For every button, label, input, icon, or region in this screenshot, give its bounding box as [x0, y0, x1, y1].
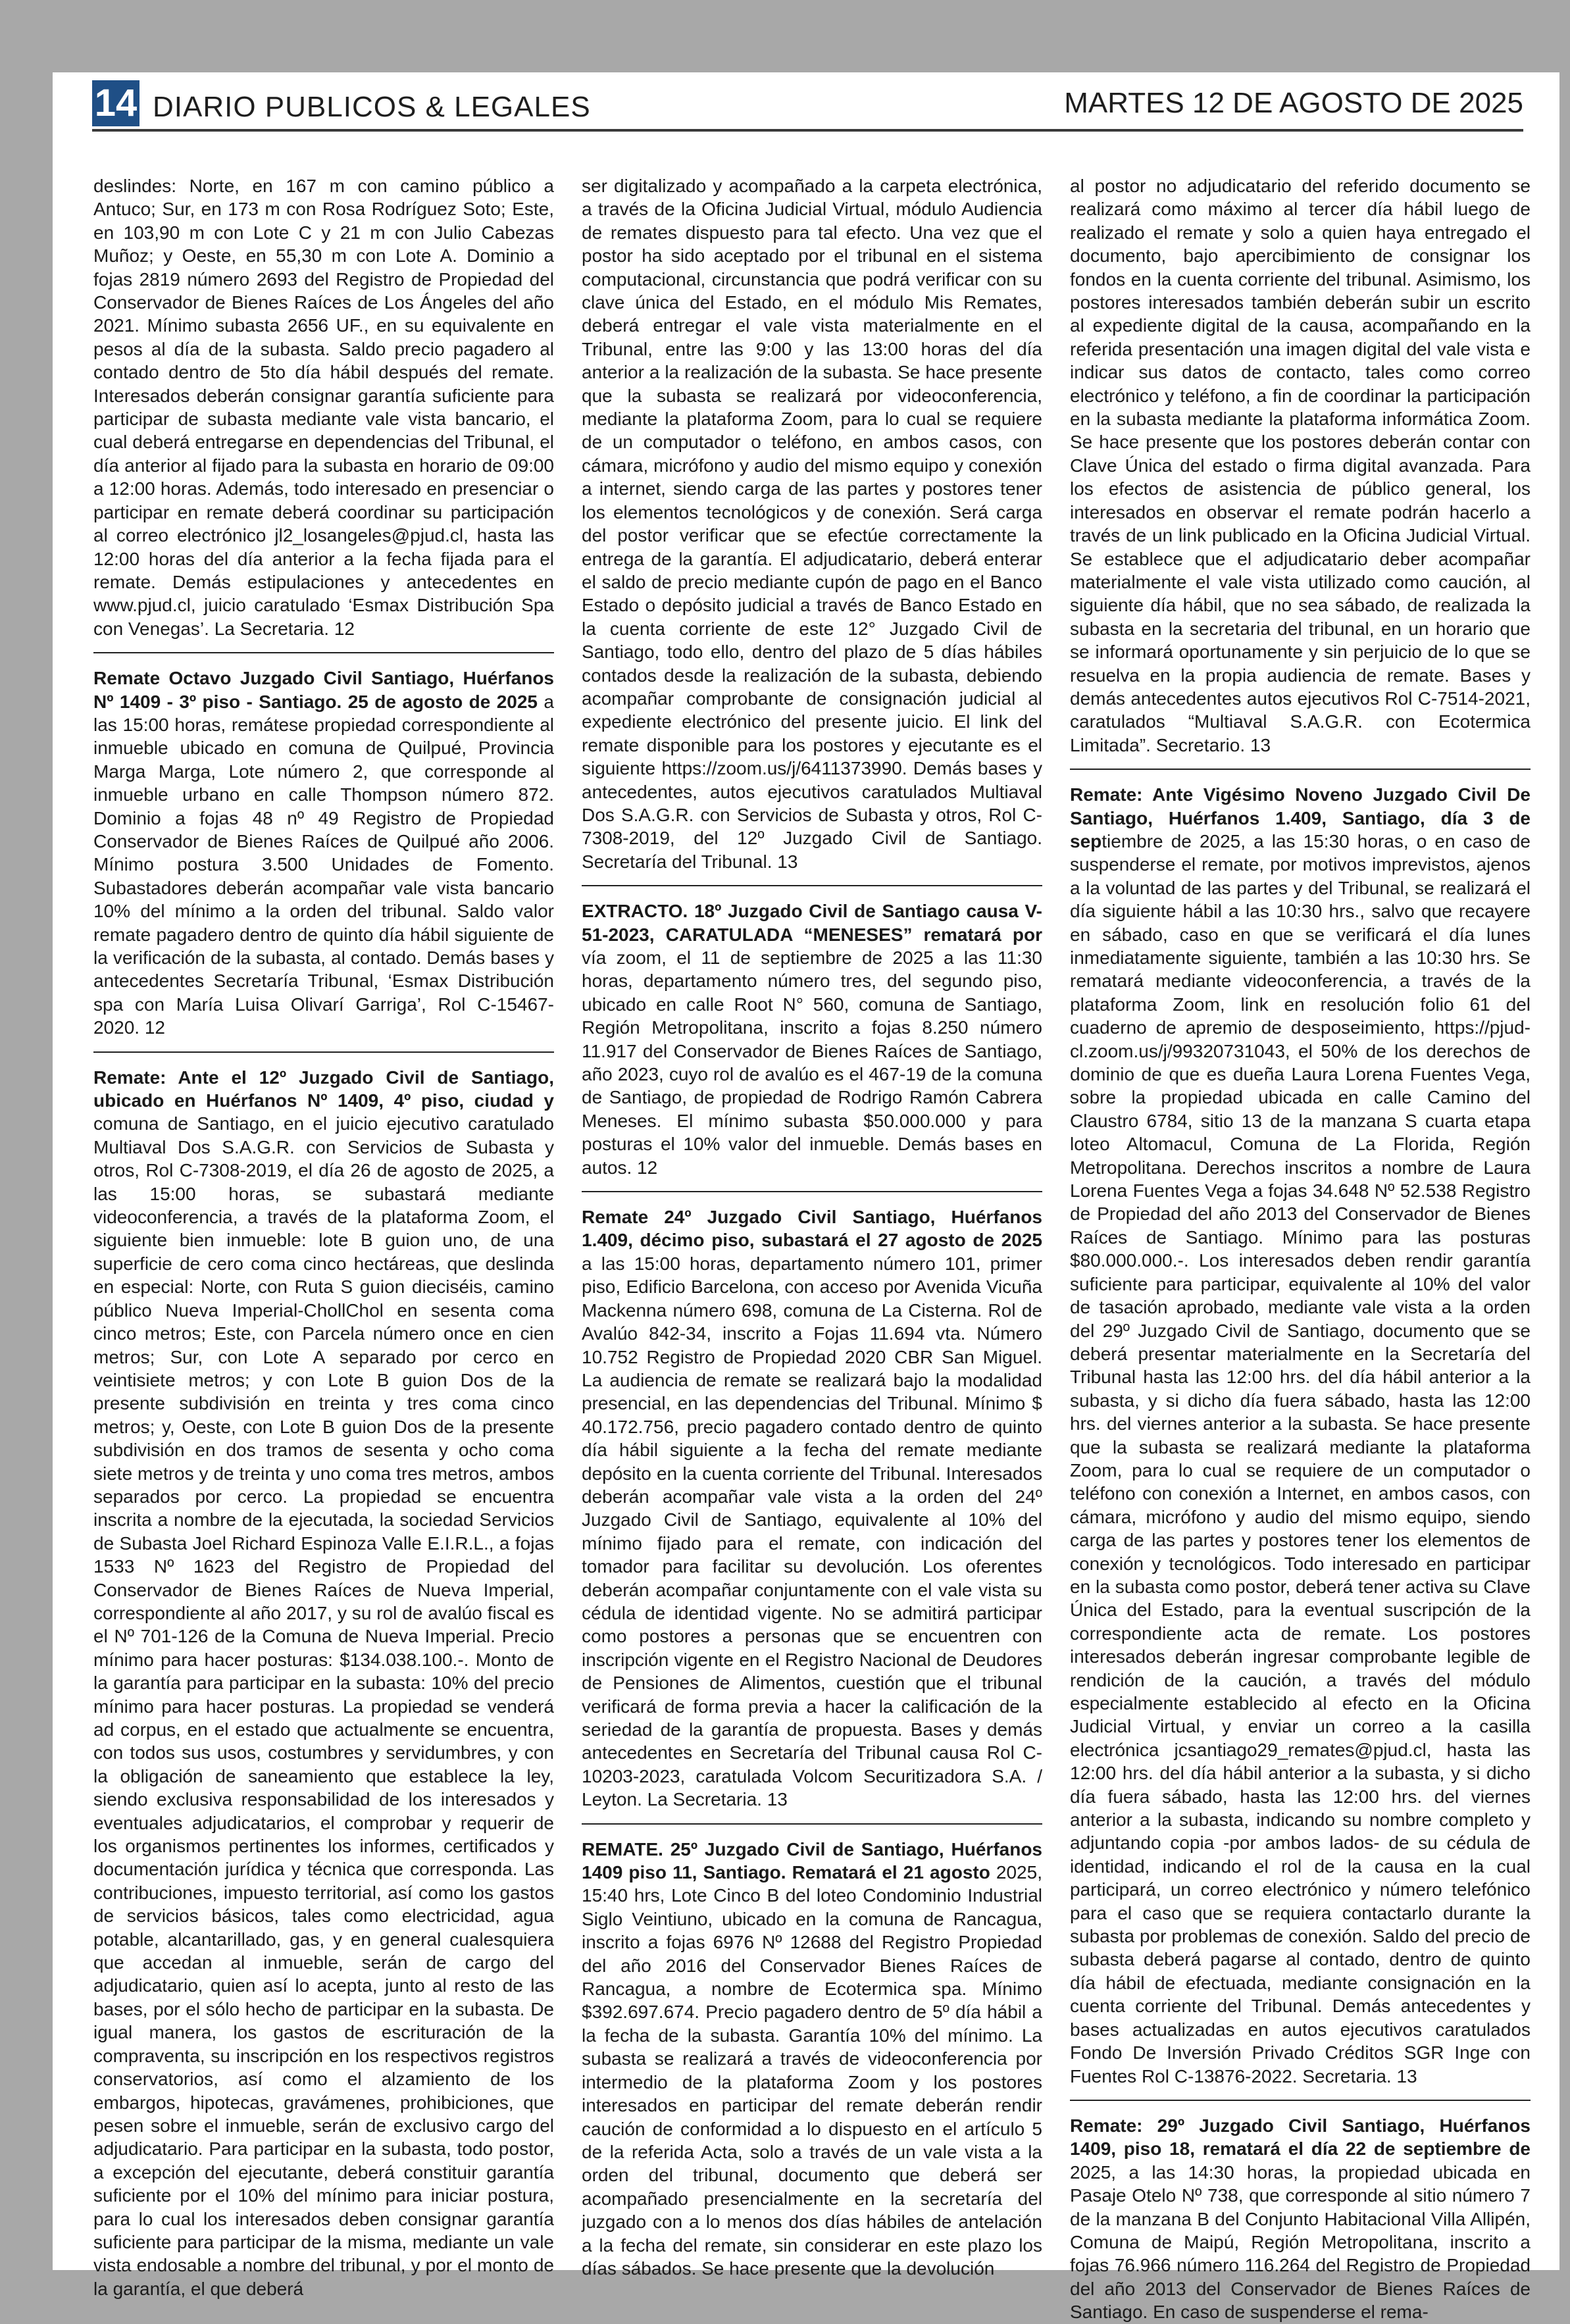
- notice-body: comuna de Santiago, en el juicio ejecutivo caratulado Multiaval Dos S.A.G.R. con Servicios de Subasta y otros, Rol C-7308-2019, el día 26 de agosto de 2025, a las 15:00 horas, se subastará mediante videoconferencia, a través de la plataforma Zoom, el siguiente bien inmueble: lote B guion uno, de una superficie de cero coma cinco hectáreas, que deslinda en especial: Norte, con Ruta S guion dieciséis, camino público Nueva Imperial-ChollChol en sesenta coma cinco metros; Este, con Parcela número once en cien metros; Sur, con Lote A separado por cerco en veintisiete metros; y con Lote B guion Dos de la presente subdivisión en treinta y tres coma cinco metros; y, Oeste, con Lote B guion Dos de la presente subdivisión en dos tramos de sesenta y ocho coma siete metros y de treinta y uno coma tres metros, ambos separados por cerco. La propiedad se encuentra inscrita a nombre de la ejecutada, la sociedad Servicios de Subasta Joel Richard Espinoza Valle E.I.R.L., a fojas 1533 Nº 1623 del Registro de Propiedad del Conservador de Bienes Raíces de Nueva Imperial, correspondiente al año 2017, y su rol de avalúo fiscal es el Nº 701-126 de la Comuna de Nueva Imperial. Precio mínimo para hacer posturas: $134.038.100.-. Monto de la garantía para participar en la subasta: 10% del precio mínimo para hacer posturas. La propiedad se venderá ad corpus, en el estado que actualmente se encuentra, con todos sus usos, costumbres y servidumbres, y con la obligación de saneamiento que establece la ley, siendo exclusiva responsabilidad de los interesados y eventuales adjudicatarios, el comprobar y requerir de los organismos pertinentes los informes, certificados y documentación jurídica y técnica que corresponda. Las contribuciones, impuesto territorial, así como los gastos de servicios básicos, tales como electricidad, agua potable, alcantarillado, gas, y en general cualesquiera que accedan al inmueble, serán de cargo del adjudicatario, quien así lo acepta, junto al resto de las bases, por el sólo hecho de participar en la subasta. De igual manera, los gastos de escrituración de la compraventa, su inscripción en los respectivos registros conservatorios, así como el alzamiento de los embargos, hipotecas, gravámenes, prohibiciones, que pesen sobre el inmueble, serán de exclusivo cargo del adjudicatario. Para participar en la subasta, todo postor, a excepción del ejecutante, deberá constituir garantía suficiente por el 10% del mínimo para iniciar postura, para lo cual los interesados deben consignar garantía suficiente para participar de la misma, mediante un vale vista endosable a nombre del tribunal, y por el monto de la garantía, el que deberá: [93, 1113, 554, 2299]
- legal-notice: [582, 899, 1042, 1179]
- notice-heading: Remate: Ante el 12º Juzgado Civil de Santiago, ubicado en Huérfanos Nº 1409, 4º piso, ciudad y: [93, 1067, 554, 1111]
- notice-body: a las 15:00 horas, remátese propiedad correspondiente al inmueble ubicado en comuna de Quilpué, Provincia Marga Marga, Lote número 2, que corresponde al inmueble urbano en calle Thompson número 872. Dominio a fojas 48 nº 49 Registro de Propiedad Conservador de Bienes Raíces de Quilpué año 2006. Mínimo postura 3.500 Unidades de Fomento. Subastadores deberán acompañar vale vista bancario 10% del mínimo a la orden del tribunal. Saldo valor remate pagadero dentro de quinto día hábil siguiente de la verificación de la subasta, al contado. Demás bases y antecedentes Secretaría Tribunal, ‘Esmax Distribución spa con María Luisa Olivarí Garriga’, Rol C-15467-2020. 12: [93, 691, 554, 1038]
- notice-heading: Remate 24º Juzgado Civil Santiago, Huérfanos 1.409, décimo piso, subastará el 27 agosto de 2025: [582, 1207, 1042, 1251]
- notice-body: ser digitalizado y acompañado a la carpeta electrónica, a través de la Oficina Judicial Virtual, módulo Audiencia de remates dispuesto para tal efecto. Una vez que el postor ha sido aceptado por el tribunal en el sistema computacional, circunstancia que podrá verificar con su clave única del Estado, en el módulo Mis Remates, deberá entregar el vale vista materialmente en el Tribunal, entre las 9:00 y las 13:00 horas del día anterior a la realización de la subasta. Se hace presente que la subasta se realizará por videoconferencia, mediante la plataforma Zoom, para lo cual se requiere de un computador o teléfono, en ambos casos, con cámara, micrófono y audio del mismo equipo y conexión a internet, siendo carga de las partes y postores tener los elementos tecnológicos y de conexión. Será carga del postor verificar que se efectúe correctamente la entrega de la garantía. El adjudicatario, deberá enterar el saldo de precio mediante cupón de pago en el Banco Estado o depósito judicial a través de Banco Estado en la cuenta corriente de este 12° Juzgado Civil de Santiago, todo ello, dentro del plazo de 5 días hábiles contados desde la realización de la subasta, debiendo acompañar comprobante de consignación judicial al expediente electrónico del presente juicio. El link del remate disponible para los postores y ejecutante es el siguiente https://zoom.us/j/6411373990. Demás bases y antecedentes, autos ejecutivos caratulados Multiaval Dos S.A.G.R. con Servicios de Subasta y otros, Rol C-7308-2019, del 12º Juzgado Civil de Santiago. Secretaría del Tribunal. 13: [582, 176, 1042, 872]
- column-2: [582, 174, 1042, 2279]
- legal-notice: [582, 174, 1042, 873]
- notice-separator: [93, 652, 554, 653]
- notice-body: al postor no adjudicatario del referido documento se realizará como máximo al tercer día hábil luego de realizado el remate y solo a quien haya entregado el documento, bajo apercibimiento de consignar los fondos en la cuenta corriente del tribunal. Asimismo, los postores interesados también deberán subir un escrito al expediente digital de la causa, acompañando en la referida presentación una imagen digital del vale vista e indicar sus datos de contacto, tales como correo electrónico y teléfono, a fin de coordinar la participación en la subasta mediante la plataforma informática Zoom. Se hace presente que los postores deberán contar con Clave Única del estado o firma digital avanzada. Para los efectos de asistencia de público general, los interesados en observar el remate podrán hacerlo a través de un link publicado en la Oficina Judicial Virtual. Se establece que el adjudicatario deber acompañar materialmente el vale vista utilizado como caución, al siguiente día hábil, que no sea sábado, de realizada la subasta en la secretaria del tribunal, en un horario que se informará oportunamente y sin perjuicio de lo que se resuelva en la propia audiencia de remate. Bases y demás antecedentes autos ejecutivos Rol C-7514-2021, caratulados “Multiaval S.A.G.R. con Ecotermica Limitada”. Secretario. 13: [1070, 176, 1531, 755]
- notice-body: deslindes: Norte, en 167 m con camino público a Antuco; Sur, en 173 m con Rosa Rodríguez Soto; Este, en 103,90 m con Lote C y 21 m con Julio Cabezas Muñoz; y Oeste, en 55,30 m con Lote A. Dominio a fojas 2819 número 2693 del Registro de Propiedad del Conservador de Bienes Raíces de Los Ángeles del año 2021. Mínimo subasta 2656 UF., en su equivalente en pesos al día de la subasta. Saldo precio pagadero al contado dentro de 5to día hábil después del remate. Interesados deberán consignar garantía suficiente para participar de subasta mediante vale vista bancario, el cual deberá entregarse en dependencias del Tribunal, el día anterior al fijado para la subasta en horario de 09:00 a 12:00 horas. Además, todo interesado en presenciar o participar en remate deberá coordinar su participación al correo electrónico jl2_losangeles@pjud.cl, hasta las 12:00 horas del día anterior a la fecha fijada para el remate. Demás estipulaciones y antecedentes en www.pjud.cl, juicio caratulado ‘Esmax Distribución Spa con Venegas’. La Secretaria. 12: [93, 176, 554, 639]
- notice-body: a las 15:00 horas, departamento número 101, primer piso, Edificio Barcelona, con acceso por Avenida Vicuña Mackenna número 698, comuna de La Cisterna. Rol de Avalúo 842-34, inscrito a Fojas 11.694 vta. Número 10.752 Registro de Propiedad 2020 CBR San Miguel. La audiencia de remate se realizará bajo la modalidad presencial, en las dependencias del Tribunal. Mínimo $ 40.172.756, precio pagadero contado dentro de quinto día hábil siguiente a la fecha del remate mediante depósito en la cuenta corriente del Tribunal. Interesados deberán acompañar vale vista a la orden del 24º Juzgado Civil de Santiago, equivalente al 10% del mínimo fijado para el remate, con indicación del tomador para facilitar su devolución. Los oferentes deberán acompañar conjuntamente con el vale vista su cédula de identidad vigente. No se admitirá participar como postores a personas que se encuentren con inscripción vigente en el Registro Nacional de Deudores de Pensiones de Alimentos, cuestión que el tribunal verificará de forma previa a hacer la calificación de la seriedad de la garantía de propuesta. Bases y demás antecedentes en Secretaría del Tribunal causa Rol C-10203-2023, caratulada Volcom Securitizadora S.A. / Leyton. La Secretaria. 13: [582, 1253, 1042, 1810]
- legal-notice: [1070, 2114, 1531, 2324]
- page-number: 14: [92, 80, 139, 126]
- notice-body: 2025, 15:40 hrs, Lote Cinco B del loteo Condominio Industrial Siglo Veintiuno, ubicado en la comuna de Rancagua, inscrito a fojas 6976 Nº 12688 del Registro Propiedad del año 2016 del Conservador Bienes Raíces de Rancagua, a nombre de Ecotermica spa. Mínimo $392.697.674. Precio pagadero dentro de 5º día hábil a la fecha de la subasta. Garantía 10% del mínimo. La subasta se realizará a través de videoconferencia por intermedio de la plataforma Zoom y los postores interesados en participar del remate deberán rendir caución de conformidad a lo dispuesto en el artículo 5 de la referida Acta, solo a través de un vale vista a la orden del tribunal, documento que deberá ser acompañado presencialmente en la secretaría del juzgado con a lo menos dos días hábiles de antelación a la fecha del remate, sin considerar en este plazo los días sábados. Se hace presente que la devolución: [582, 1862, 1042, 2279]
- legal-notice: [93, 667, 554, 1040]
- notice-heading: REMATE. 25º Juzgado Civil de Santiago, Huérfanos 1409 piso 11, Santiago. Rematará el 21 agosto: [582, 1838, 1042, 1883]
- notice-body: tiembre de 2025, a las 15:30 horas, o en caso de suspenderse el remate, por motivos imprevistos, ajenos a la voluntad de las partes y del Tribunal, se realizará el día siguiente hábil a las 10:30 hrs., salvo que recayere en sábado, caso en que se verificará el día lunes inmediatamente siguiente, también a las 10:30 hrs. Se rematará mediante videoconferencia, a través de la plataforma Zoom, link en resolución folio 61 del cuaderno de apremio de desposeimiento, https://pjud-cl.zoom.us/j/99320731043, el 50% de los derechos de dominio de que es dueña Laura Lorena Fuentes Vega, sobre la propiedad ubicada en calle Camino del Claustro 6784, sitio 13 de la manzana S cuarta etapa loteo Altomacul, Comuna de La Florida, Región Metropolitana. Derechos inscritos a nombre de Laura Lorena Fuentes Vega a fojas 34.648 Nº 52.538 Registro de Propiedad del año 2013 del Conservador de Bienes Raíces de Santiago. Mínimo para las posturas $80.000.000.-. Los interesados deben rendir garantía suficiente para participar, equivalente al 10% del valor de tasación aprobado, mediante vale vista a la orden del 29º Juzgado Civil de Santiago, documento que se deberá presentar materialmente en la Secretaría del Tribunal hasta las 12:00 hrs. del día hábil anterior a la subasta, y si dicho día fuera sábado, hasta las 12:00 hrs. del viernes anterior a la subasta. Se hace presente que la subasta se realizará mediante la plataforma Zoom, para lo cual se requiere de un computador o teléfono con conexión a Internet, en ambos casos, con cámara, micrófono y audio del mismo equipo, siendo carga de las partes y postores tener los elementos de conexión y tecnológicos. Todo interesado en participar en la subasta como postor, deberá tener activa su Clave Única del Estado, para la eventual suscripción de la correspondiente acta de remate. Los postores interesados deberán ingresar comprobante legible de rendición de la caución, a través del módulo especialmente establecido al efecto en la Oficina Judicial Virtual, y enviar un correo a la casilla electrónica jcsantiago29_remates@pjud.cl, hasta las 12:00 hrs. del día hábil anterior a la subasta, y si dicho día fuera sábado, hasta las 12:00 hrs. del viernes anterior a la subasta, indicando su nombre completo y adjuntando copia -por ambos lados- de su cédula de identidad, indicando el rol de la causa en la cual participará, un correo electrónico y número telefónico para el caso que se requiera contactarlo durante la subasta por problemas de conexión. Saldo del precio de subasta deberá pagarse al contado, dentro de quinto día hábil de efectuada, mediante consignación en la cuenta corriente del Tribunal. Demás antecedentes y bases actualizadas en autos ejecutivos caratulados Fondo De Inversión Privado Créditos SGR Inge con Fuentes Rol C-13876-2022. Secretaria. 13: [1070, 830, 1531, 2086]
- notice-separator: [582, 1823, 1042, 1825]
- notice-heading: Remate: Ante Vigésimo Noveno Juzgado Civil De Santiago, Huérfanos 1.409, Santiago, día 3 de sep: [1070, 784, 1531, 851]
- notice-separator: [1070, 769, 1531, 770]
- notice-body: vía zoom, el 11 de septiembre de 2025 a las 11:30 horas, departamento número tres, del segundo piso, ubicado en calle Root N° 560, comuna de Santiago, Región Metropolitana, inscrito a fojas 8.250 número 11.917 del Conservador de Bienes Raíces de Santiago, año 2023, cuyo rol de avalúo es el 467-19 de la comuna de Santiago, de propiedad de Rodrigo Ramón Cabrera Meneses. El mínimo subasta $50.000.000 y para posturas el 10% valor del inmueble. Demás bases en autos. 12: [582, 947, 1042, 1178]
- issue-date: MARTES 12 DE AGOSTO DE 2025: [1064, 87, 1523, 119]
- notice-separator: [93, 1051, 554, 1053]
- notice-separator: [582, 885, 1042, 886]
- legal-notice: [93, 1066, 554, 2301]
- legal-notice: [582, 1838, 1042, 2281]
- notice-heading: Remate: 29º Juzgado Civil Santiago, Huérfanos 1409, piso 18, rematará el día 22 de septiembre de: [1070, 2115, 1531, 2160]
- column-3: [1070, 174, 1531, 2323]
- legal-notice: [582, 1205, 1042, 1811]
- page-header: [92, 78, 1523, 132]
- notice-heading: Remate Octavo Juzgado Civil Santiago, Huérfanos Nº 1409 - 3º piso - Santiago. 25 de agosto de 2025: [93, 668, 554, 712]
- publication-name: DIARIO PUBLICOS & LEGALES: [153, 91, 591, 123]
- notice-body: 2025, a las 14:30 horas, la propiedad ubicada en Pasaje Otelo Nº 738, que corresponde al sitio número 7 de la manzana B del Conjunto Habitacional Villa Allipén, Comuna de Maipú, Región Metropolitana, inscrito a fojas 76.966 número 116.264 del Registro de Propiedad del año 2013 del Conservador de Bienes Raíces de Santiago. En caso de suspenderse el rema-: [1070, 2161, 1531, 2323]
- legal-notice: [1070, 783, 1531, 2088]
- legal-notice: [1070, 174, 1531, 757]
- column-1: [93, 174, 554, 2299]
- notice-heading: EXTRACTO. 18º Juzgado Civil de Santiago causa V-51-2023, CARATULADA “MENESES” rematará por: [582, 901, 1042, 945]
- notice-separator: [1070, 2100, 1531, 2101]
- notice-separator: [582, 1191, 1042, 1192]
- legal-notice: [93, 174, 554, 640]
